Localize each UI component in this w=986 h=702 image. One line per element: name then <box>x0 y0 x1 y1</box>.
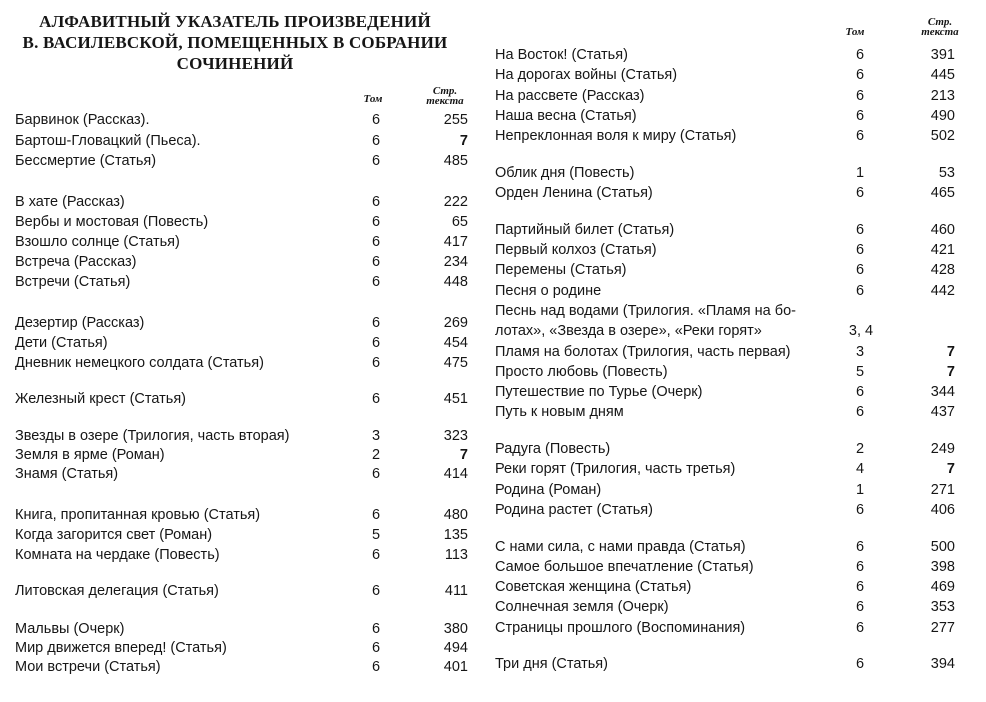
list-item <box>15 333 470 353</box>
entry-title: Дезертир (Рассказ) <box>15 315 145 331</box>
entry-title: Перемены (Статья) <box>495 262 627 278</box>
list-item <box>495 382 970 402</box>
entry-title: Партийный билет (Статья) <box>495 222 675 238</box>
entry-page: 406 <box>930 502 955 518</box>
entry-volume: 6 <box>855 599 865 615</box>
list-item <box>15 252 470 272</box>
left-page-header-line-2: текста <box>426 95 464 107</box>
entry-volume: 6 <box>371 315 381 331</box>
entry-volume: 6 <box>371 254 381 270</box>
entry-volume: 6 <box>371 640 381 656</box>
list-item <box>15 545 470 565</box>
entry-title: Встречи (Статья) <box>15 274 131 290</box>
entry-volume: 6 <box>371 214 381 230</box>
entry-page: 277 <box>930 620 955 636</box>
right-volume-header: Том <box>845 26 865 38</box>
entry-page: 380 <box>443 621 468 637</box>
entry-volume: 6 <box>855 283 865 299</box>
list-item <box>15 131 470 151</box>
list-item <box>495 439 970 459</box>
entry-title: Путешествие по Турье (Очерк) <box>495 384 703 400</box>
entry-page: 411 <box>444 583 468 599</box>
entry-title: Советская женщина (Статья) <box>495 579 692 595</box>
entry-page: 344 <box>930 384 955 400</box>
list-item <box>15 389 470 409</box>
list-item <box>15 110 470 130</box>
list-item <box>495 126 970 146</box>
list-item <box>495 459 970 479</box>
list-item <box>495 65 970 85</box>
entry-page: 401 <box>443 659 468 675</box>
entry-title: Мальвы (Очерк) <box>15 621 125 637</box>
entry-page: 7 <box>946 461 955 477</box>
entry-volume: 6 <box>855 502 865 518</box>
entry-title: Пламя на болотах (Трилогия, часть первая) <box>495 344 791 360</box>
entry-page: 465 <box>930 185 955 201</box>
entry-volume: 6 <box>855 539 865 555</box>
entry-title: На дорогах войны (Статья) <box>495 67 678 83</box>
entry-page: 255 <box>443 112 468 128</box>
entry-volume: 6 <box>855 222 865 238</box>
entry-volume: 6 <box>855 620 865 636</box>
entry-title: Бартош-Гловацкий (Пьеса). <box>15 133 201 149</box>
entry-page: 391 <box>930 47 955 63</box>
list-item <box>495 597 970 617</box>
entry-volume: 1 <box>855 165 865 181</box>
entry-volume: 3 <box>371 428 381 444</box>
list-item <box>15 445 470 465</box>
list-item <box>15 505 470 525</box>
entry-volume: 6 <box>855 384 865 400</box>
entry-page: 480 <box>443 507 468 523</box>
entry-volume: 1 <box>855 482 865 498</box>
index-title-line-1: АЛФАВИТНЫЙ УКАЗАТЕЛЬ ПРОИЗВЕДЕНИЙ <box>39 12 431 31</box>
entry-volume: 6 <box>855 656 865 672</box>
list-item <box>15 525 470 545</box>
entry-page: 500 <box>930 539 955 555</box>
list-item <box>495 86 970 106</box>
entry-page: 7 <box>946 344 955 360</box>
entry-page: 502 <box>930 128 955 144</box>
entry-page: 213 <box>930 88 955 104</box>
entry-page: 398 <box>930 559 955 575</box>
entry-volume: 6 <box>371 621 381 637</box>
entry-volume: 6 <box>371 234 381 250</box>
entry-title: Наша весна (Статья) <box>495 108 637 124</box>
entry-page: 53 <box>938 165 955 181</box>
left-volume-header: Том <box>363 93 383 105</box>
list-item <box>15 192 470 212</box>
entry-volume: 6 <box>371 659 381 675</box>
entry-page: 421 <box>930 242 955 258</box>
entry-page: 437 <box>930 404 955 420</box>
entry-page: 494 <box>443 640 468 656</box>
entry-title: Когда загорится свет (Роман) <box>15 527 213 543</box>
list-item <box>15 657 470 677</box>
list-item <box>495 163 970 183</box>
entry-volume: 6 <box>371 133 381 149</box>
list-item <box>495 480 970 500</box>
entry-title: Дневник немецкого солдата (Статья) <box>15 355 264 371</box>
entry-volume: 5 <box>371 527 381 543</box>
list-item <box>495 342 970 362</box>
entry-title: Солнечная земля (Очерк) <box>495 599 669 615</box>
entry-title: Песня о родине <box>495 283 602 299</box>
entry-volume: 6 <box>855 579 865 595</box>
entry-volume: 3 <box>855 344 865 360</box>
entry-page: 428 <box>930 262 955 278</box>
entry-page: 269 <box>443 315 468 331</box>
list-item <box>495 301 970 341</box>
list-item <box>15 353 470 373</box>
list-item <box>495 500 970 520</box>
entry-page: 442 <box>930 283 955 299</box>
entry-volume: 6 <box>855 559 865 575</box>
entry-title: Комната на чердаке (Повесть) <box>15 547 220 563</box>
list-item <box>495 557 970 577</box>
left-page-header-line-1: Стр. <box>432 85 458 97</box>
entry-page: 417 <box>443 234 468 250</box>
entry-volume: 6 <box>371 507 381 523</box>
entry-page: 135 <box>443 527 468 543</box>
entry-title: С нами сила, с нами правда (Статья) <box>495 539 746 555</box>
entry-page: 460 <box>930 222 955 238</box>
entry-volume: 6 <box>371 194 381 210</box>
list-item <box>15 272 470 292</box>
entry-volume: 2 <box>855 441 865 457</box>
entry-volume: 6 <box>855 88 865 104</box>
entry-page: 414 <box>443 466 468 482</box>
entry-title: Реки горят (Трилогия, часть третья) <box>495 461 736 477</box>
entry-page: 454 <box>443 335 468 351</box>
entry-volume: 6 <box>855 404 865 420</box>
entry-page: 7 <box>459 447 468 463</box>
list-item <box>495 45 970 65</box>
list-item <box>495 402 970 422</box>
right-page-header-line-1: Стр. <box>927 16 953 28</box>
entry-page: 323 <box>443 428 468 444</box>
entry-title: Радуга (Повесть) <box>495 441 611 457</box>
list-item <box>495 537 970 557</box>
entry-title: Мир движется вперед! (Статья) <box>15 640 227 656</box>
right-page-header-line-2: текста <box>921 26 959 38</box>
entry-page: 234 <box>443 254 468 270</box>
entry-page: 485 <box>443 153 468 169</box>
entry-page: 249 <box>930 441 955 457</box>
entry-title: Три дня (Статья) <box>495 656 608 672</box>
list-item <box>15 232 470 252</box>
list-item <box>495 654 970 674</box>
entry-title: Взошло солнце (Статья) <box>15 234 180 250</box>
entry-page: 222 <box>443 194 468 210</box>
entry-page: 394 <box>930 656 955 672</box>
entry-title-line-2: лотах», «Звезда в озере», «Реки горят» <box>495 323 762 339</box>
entry-title: Страницы прошлого (Воспоминания) <box>495 620 746 636</box>
entry-title: Мои встречи (Статья) <box>15 659 161 675</box>
entry-title-line-1: Песнь над водами (Трилогия. «Пламя на бо- <box>495 303 796 319</box>
list-item <box>495 260 970 280</box>
entry-title: В хате (Рассказ) <box>15 194 125 210</box>
list-item <box>15 151 470 171</box>
entry-page: 451 <box>443 391 468 407</box>
entry-volume: 6 <box>855 262 865 278</box>
index-title-line-2: В. ВАСИЛЕВСКОЙ, ПОМЕЩЕННЫХ В СОБРАНИИ <box>22 33 448 52</box>
entry-page: 113 <box>444 547 468 563</box>
entry-title: Родина растет (Статья) <box>495 502 653 518</box>
entry-volume: 6 <box>855 185 865 201</box>
entry-volume: 6 <box>371 153 381 169</box>
entry-volume: 6 <box>855 47 865 63</box>
entry-page: 475 <box>443 355 468 371</box>
entry-title: Самое большое впечатление (Статья) <box>495 559 754 575</box>
list-item <box>15 619 470 639</box>
entry-volume: 6 <box>371 547 381 563</box>
list-item <box>495 618 970 638</box>
list-item <box>495 240 970 260</box>
entry-volume: 6 <box>855 128 865 144</box>
entry-title: Первый колхоз (Статья) <box>495 242 657 258</box>
entry-title: Земля в ярме (Роман) <box>15 447 165 463</box>
entry-title: Облик дня (Повесть) <box>495 165 635 181</box>
entry-page: 445 <box>930 67 955 83</box>
entry-title: Бессмертие (Статья) <box>15 153 157 169</box>
entry-title: Родина (Роман) <box>495 482 602 498</box>
entry-volume: 6 <box>371 583 381 599</box>
entry-title: Железный крест (Статья) <box>15 391 186 407</box>
entry-volume: 4 <box>855 461 865 477</box>
entry-volume: 6 <box>855 242 865 258</box>
list-item <box>495 106 970 126</box>
entry-page: 7 <box>946 364 955 380</box>
entry-page: 353 <box>930 599 955 615</box>
entry-volume: 6 <box>371 335 381 351</box>
entry-page: 448 <box>443 274 468 290</box>
entry-title: Дети (Статья) <box>15 335 108 351</box>
entry-title: Литовская делегация (Статья) <box>15 583 219 599</box>
entry-page: 65 <box>451 214 468 230</box>
index-title-line-3: СОЧИНЕНИЙ <box>176 54 294 73</box>
entry-volume: 6 <box>371 391 381 407</box>
entry-volume: 6 <box>855 67 865 83</box>
entry-title: Орден Ленина (Статья) <box>495 185 653 201</box>
list-item <box>495 281 970 301</box>
entry-volume: 6 <box>855 108 865 124</box>
entry-title: На рассвете (Рассказ) <box>495 88 645 104</box>
list-item <box>15 313 470 333</box>
list-item <box>495 362 970 382</box>
entry-title: На Восток! (Статья) <box>495 47 628 63</box>
entry-title: Непреклонная воля к миру (Статья) <box>495 128 737 144</box>
list-item <box>15 638 470 658</box>
entry-title: Просто любовь (Повесть) <box>495 364 668 380</box>
entry-volume: 5 <box>855 364 865 380</box>
entry-page: 490 <box>930 108 955 124</box>
entry-title: Знамя (Статья) <box>15 466 119 482</box>
entry-volume: 6 <box>371 466 381 482</box>
entry-title: Встреча (Рассказ) <box>15 254 137 270</box>
list-item <box>495 220 970 240</box>
entry-title: Книга, пропитанная кровью (Статья) <box>15 507 261 523</box>
list-item <box>15 426 470 446</box>
list-item <box>495 183 970 203</box>
entry-title: Путь к новым дням <box>495 404 624 420</box>
entry-page: 469 <box>930 579 955 595</box>
list-item <box>15 464 470 484</box>
entry-page: 271 <box>930 482 955 498</box>
entry-title: Вербы и мостовая (Повесть) <box>15 214 209 230</box>
entry-volume: 3, 4 <box>848 323 874 339</box>
entry-page: 7 <box>459 133 468 149</box>
list-item <box>495 577 970 597</box>
entry-volume: 6 <box>371 355 381 371</box>
entry-title: Барвинок (Рассказ). <box>15 112 150 128</box>
entry-volume: 6 <box>371 112 381 128</box>
list-item <box>15 581 470 601</box>
entry-title: Звезды в озере (Трилогия, часть вторая) <box>15 428 290 444</box>
list-item <box>15 212 470 232</box>
entry-volume: 6 <box>371 274 381 290</box>
entry-volume: 2 <box>371 447 381 463</box>
